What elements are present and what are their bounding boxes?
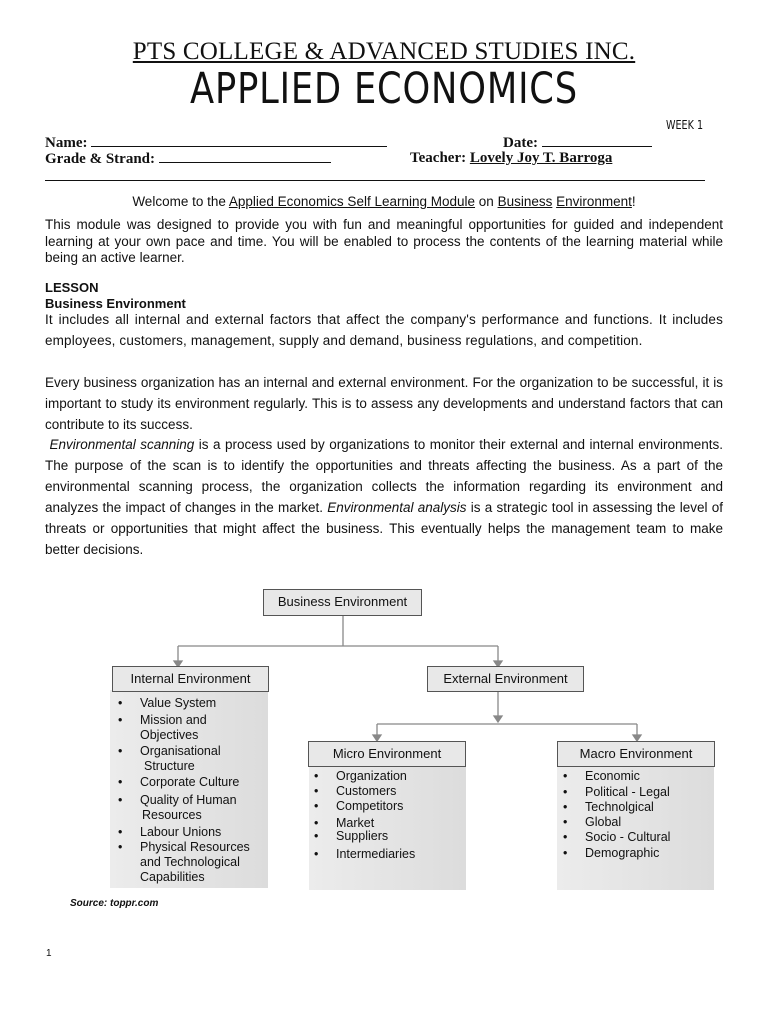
list-item: • Labour Unions	[112, 825, 250, 840]
list-item: • Suppliers	[308, 829, 415, 844]
source-citation: Source: toppr.com	[70, 898, 159, 909]
welcome-word1: Business	[497, 194, 553, 209]
term-environmental-scanning: Environmental scanning	[49, 437, 195, 452]
list-item: • Global	[557, 815, 670, 830]
list-item: • Customers	[308, 784, 415, 799]
root-box: Business Environment	[263, 589, 422, 616]
welcome-word2: Environment	[556, 194, 632, 209]
micro-list	[308, 769, 415, 862]
list-item: Capabilities	[140, 870, 205, 884]
list-item: Resources	[142, 808, 202, 822]
list-item: • Intermediaries	[308, 847, 415, 862]
welcome-prefix: Welcome to the	[132, 194, 229, 209]
list-item: • Economic	[557, 769, 670, 784]
page-number: 1	[46, 948, 52, 959]
lesson-label: LESSON	[45, 280, 99, 295]
welcome-suffix: !	[631, 194, 636, 209]
teacher-label: Teacher:	[410, 150, 467, 166]
name-label: Name:	[45, 135, 88, 151]
list-item: • Demographic	[557, 846, 670, 861]
intro-paragraph: This module was designed to provide you with fun and meaningful opportunities for guided and independent learning at your own pace and time. You will be enabled to process the contents of the learning material while being an active learner.	[45, 217, 723, 265]
welcome-module: Applied Economics Self Learning Module	[228, 194, 476, 209]
term-environmental-analysis: Environmental analysis	[327, 500, 467, 515]
internal-box: Internal Environment	[112, 666, 269, 692]
list-item: Objectives	[140, 728, 199, 742]
list-item: • Mission and	[112, 713, 250, 728]
list-item: • Physical Resources	[112, 840, 250, 855]
list-item: • Corporate Culture	[112, 775, 250, 790]
list-item: and Technological	[140, 855, 240, 869]
list-item: • Political - Legal	[557, 785, 670, 800]
p3-text-a: is a process used by organizations to monitor their external and internal environments. The purpose of the scan is to identify the opportunities and threats affecting the business. As a part of the environmental scanning process, the organization collects the information regarding its environment and analyzes the impact of changes in the market.	[45, 437, 723, 515]
lesson-paragraph-2: Every business organization has an internal and external environment. For the organization to be successful, it is important to study its environment regularly. This is to assess any developments and understand factors that can contribute to its success.	[45, 375, 723, 432]
college-name: PTS COLLEGE & ADVANCED STUDIES INC.	[132, 38, 636, 65]
list-item: • Organisational	[112, 744, 250, 759]
teacher-name: Lovely Joy T. Barroga	[469, 150, 613, 166]
week-label: WEEK 1	[666, 118, 704, 132]
list-item: • Market	[308, 816, 415, 831]
external-box: External Environment	[427, 666, 584, 692]
macro-list	[557, 769, 670, 861]
lesson-title: Business Environment	[45, 296, 186, 311]
list-item: • Technolgical	[557, 800, 670, 815]
micro-box: Micro Environment	[308, 741, 466, 767]
macro-box: Macro Environment	[557, 741, 715, 767]
list-item: • Organization	[308, 769, 415, 784]
list-item: Structure	[144, 759, 195, 773]
subject-title: APPLIED ECONOMICS	[190, 64, 578, 114]
grade-label: Grade & Strand:	[45, 151, 155, 167]
list-item: • Socio - Cultural	[557, 830, 670, 845]
lesson-paragraph-1: It includes all internal and external factors that affect the company's performance and functions. It includes employees, customers, management, supply and demand, business regulations, and competition.	[45, 312, 723, 348]
list-item: • Competitors	[308, 799, 415, 814]
date-label: Date:	[503, 135, 538, 151]
welcome-mid: on	[475, 194, 498, 209]
list-item: • Quality of Human	[112, 793, 250, 808]
arrow-external-down	[494, 716, 502, 722]
list-item: • Value System	[112, 696, 250, 711]
internal-list	[112, 696, 250, 885]
p3-text-b: is a strategic tool in assessing the level of threats or opportunities that might affect the business. This eventually helps the management team to make better decisions.	[45, 500, 723, 557]
